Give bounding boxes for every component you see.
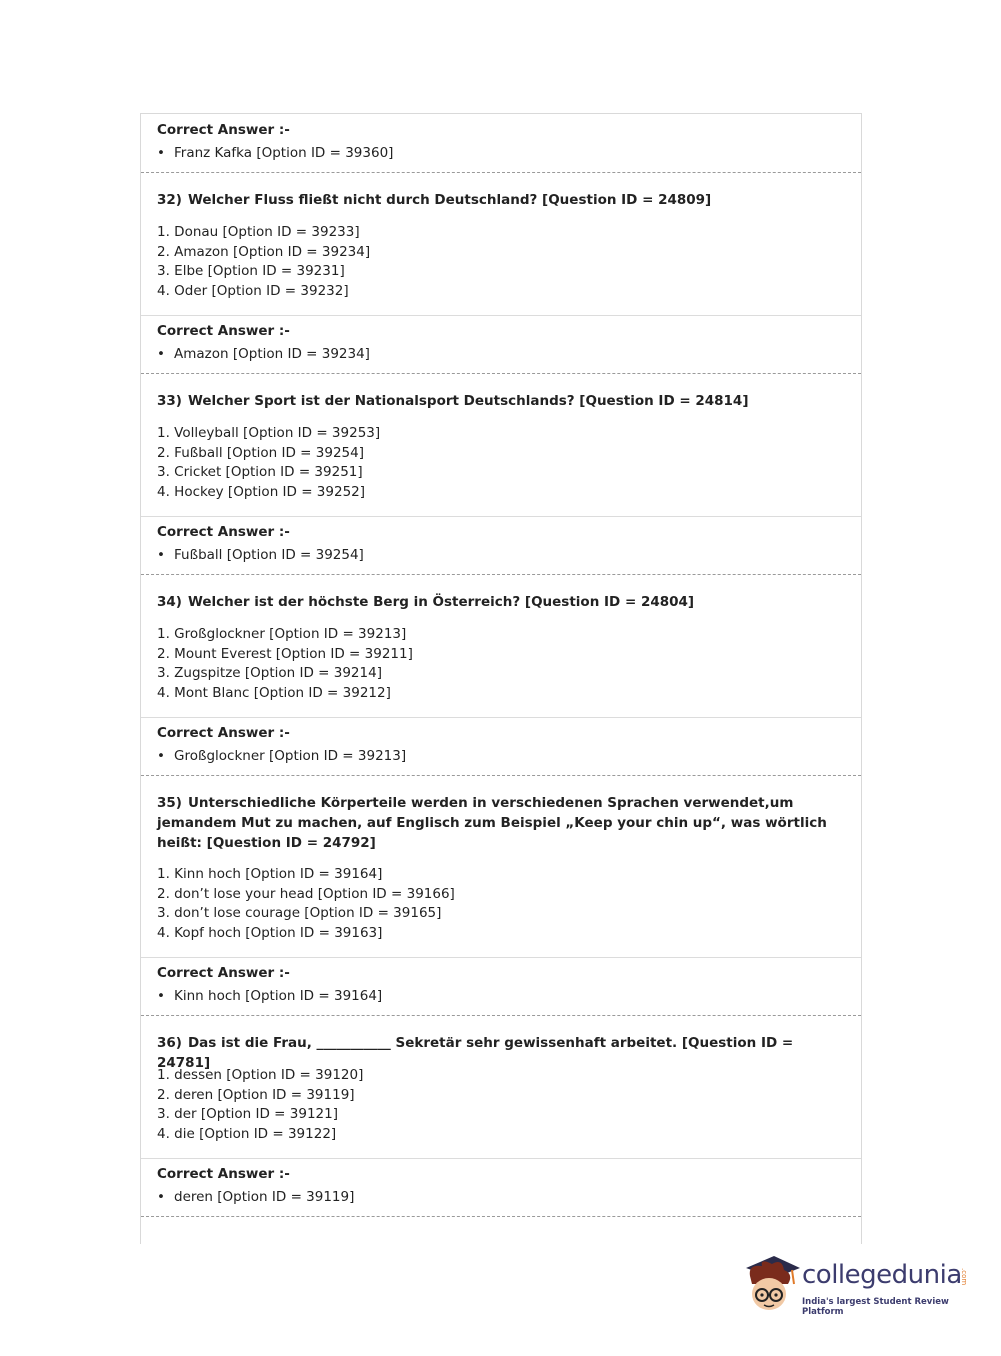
option-item: 2. don’t lose your head [Option ID = 39166] xyxy=(157,885,455,902)
question-divider xyxy=(141,373,861,374)
question-32-options xyxy=(157,223,370,301)
question-text: Welcher Fluss fließt nicht durch Deutschland? [Question ID = 24809] xyxy=(187,192,712,208)
question-33-options xyxy=(157,424,380,502)
question-34-title xyxy=(157,592,847,612)
option-item: 1. dessen [Option ID = 39120] xyxy=(157,1067,364,1083)
correct-answer-item xyxy=(157,988,382,1004)
correct-answer-label: Correct Answer :- xyxy=(157,725,290,741)
answer-divider xyxy=(141,315,861,316)
question-text: Das ist die Frau, ___________ Sekretär sehr gewissenhaft arbeitet. [Question ID = 24781] xyxy=(157,1035,794,1071)
question-number: 33) xyxy=(157,393,182,409)
option-item: 1. Donau [Option ID = 39233] xyxy=(157,224,360,240)
question-divider xyxy=(141,1216,861,1217)
correct-answer-label: Correct Answer :- xyxy=(157,1166,290,1182)
answer-divider xyxy=(141,717,861,718)
option-item: 3. Cricket [Option ID = 39251] xyxy=(157,464,363,481)
option-item: 4. Mont Blanc [Option ID = 39212] xyxy=(157,684,391,701)
answer-divider xyxy=(141,516,861,517)
option-item: 1. Großglockner [Option ID = 39213] xyxy=(157,626,407,642)
correct-answer-item xyxy=(157,748,406,764)
option-item: 2. deren [Option ID = 39119] xyxy=(157,1086,355,1103)
question-divider xyxy=(141,1015,861,1016)
question-number: 34) xyxy=(157,594,182,610)
option-item: 1. Kinn hoch [Option ID = 39164] xyxy=(157,866,383,882)
bullet: • xyxy=(157,988,165,1004)
question-divider xyxy=(141,775,861,776)
question-32-title xyxy=(157,190,847,210)
correct-answer-item xyxy=(157,145,393,161)
bullet: • xyxy=(157,547,165,563)
correct-answer-text: Amazon [Option ID = 39234] xyxy=(174,346,370,362)
question-36-options xyxy=(157,1066,363,1144)
option-item: 4. Kopf hoch [Option ID = 39163] xyxy=(157,924,383,941)
correct-answer-text: Kinn hoch [Option ID = 39164] xyxy=(174,988,383,1004)
bullet: • xyxy=(157,145,165,161)
correct-answer-item xyxy=(157,1189,354,1205)
question-34-options xyxy=(157,625,413,703)
question-text: Unterschiedliche Körperteile werden in verschiedenen Sprachen verwendet,um jemandem Mut zu machen, auf Englisch zum Beispiel „Keep your chin up“, was wörtlich heißt: [Question ID = 24792] xyxy=(157,795,827,851)
question-text: Welcher Sport ist der Nationalsport Deutschlands? [Question ID = 24814] xyxy=(187,393,749,409)
question-number: 32) xyxy=(157,192,182,208)
bullet: • xyxy=(157,346,165,362)
correct-answer-label: Correct Answer :- xyxy=(157,122,290,138)
option-item: 4. Hockey [Option ID = 39252] xyxy=(157,483,366,500)
question-35-title xyxy=(157,793,847,853)
correct-answer-text: Großglockner [Option ID = 39213] xyxy=(174,748,407,764)
correct-answer-item xyxy=(157,547,364,563)
mascot-icon xyxy=(742,1250,802,1320)
option-item: 3. Elbe [Option ID = 39231] xyxy=(157,263,345,280)
question-divider xyxy=(141,172,861,173)
option-item: 4. die [Option ID = 39122] xyxy=(157,1125,337,1142)
question-number: 35) xyxy=(157,795,182,811)
correct-answer-text: Fußball [Option ID = 39254] xyxy=(174,547,364,563)
correct-answer-text: deren [Option ID = 39119] xyxy=(174,1189,355,1205)
answer-divider xyxy=(141,957,861,958)
option-item: 3. der [Option ID = 39121] xyxy=(157,1106,338,1123)
option-item: 1. Volleyball [Option ID = 39253] xyxy=(157,425,381,441)
option-item: 2. Amazon [Option ID = 39234] xyxy=(157,243,371,260)
bullet: • xyxy=(157,748,165,764)
question-text: Welcher ist der höchste Berg in Österreich? [Question ID = 24804] xyxy=(187,594,695,610)
correct-answer-label: Correct Answer :- xyxy=(157,323,290,339)
correct-answer-label: Correct Answer :- xyxy=(157,965,290,981)
collegedunia-logo[interactable] xyxy=(742,1250,972,1320)
option-item: 2. Fußball [Option ID = 39254] xyxy=(157,444,364,461)
logo-domain: .com xyxy=(960,1268,968,1286)
option-item: 2. Mount Everest [Option ID = 39211] xyxy=(157,645,413,662)
answer-divider xyxy=(141,1158,861,1159)
correct-answer-text: Franz Kafka [Option ID = 39360] xyxy=(174,145,394,161)
logo-tagline: India's largest Student Review Platform xyxy=(802,1297,949,1317)
option-item: 4. Oder [Option ID = 39232] xyxy=(157,282,349,299)
correct-answer-item xyxy=(157,346,370,362)
question-divider xyxy=(141,574,861,575)
option-item: 3. Zugspitze [Option ID = 39214] xyxy=(157,665,382,682)
option-item: 3. don’t lose courage [Option ID = 39165] xyxy=(157,905,442,922)
question-sheet xyxy=(140,113,862,1244)
question-35-options xyxy=(157,865,455,943)
bullet: • xyxy=(157,1189,165,1205)
question-33-title xyxy=(157,391,847,411)
correct-answer-label: Correct Answer :- xyxy=(157,524,290,540)
question-number: 36) xyxy=(157,1035,182,1051)
logo-wordmark: collegedunia xyxy=(802,1260,962,1290)
